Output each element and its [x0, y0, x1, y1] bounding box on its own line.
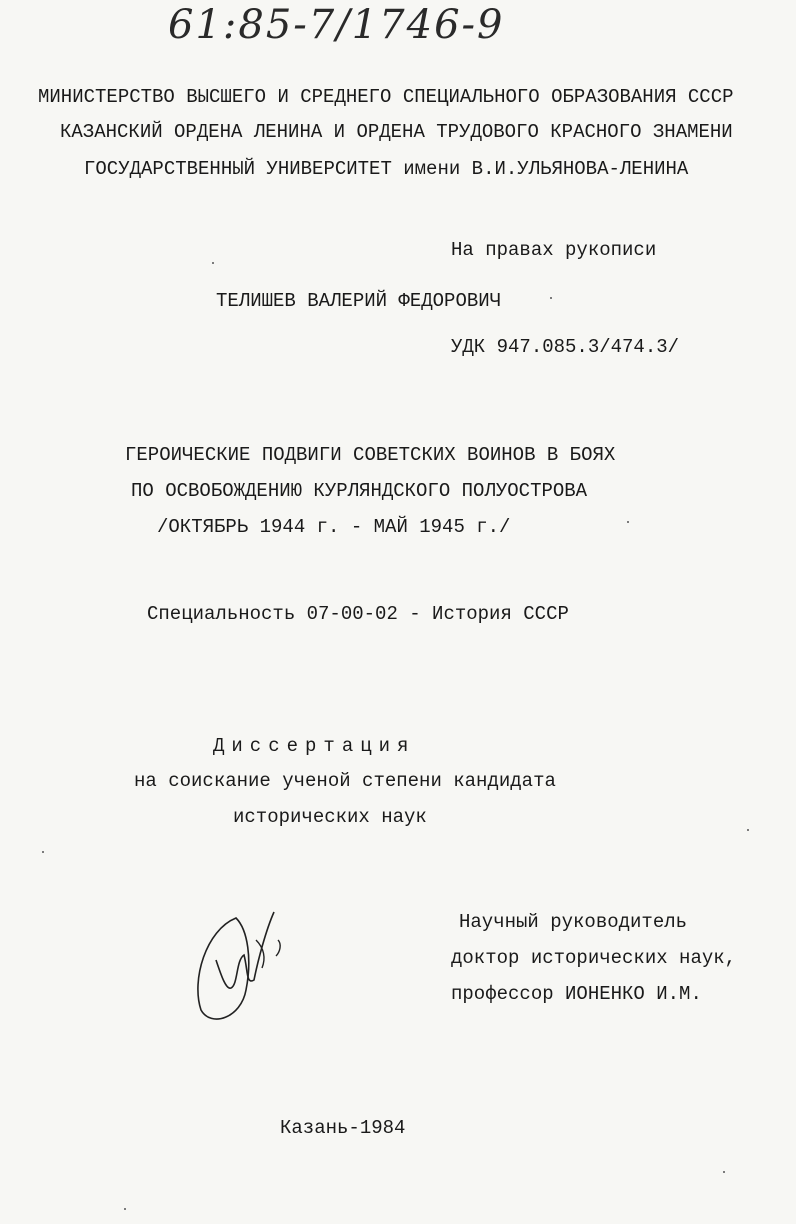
- supervisor-name: профессор ИОНЕНКО И.М.: [451, 983, 702, 1005]
- signature: [186, 900, 296, 1030]
- paper-speck: [124, 1208, 126, 1210]
- udc-code: УДК 947.085.3/474.3/: [451, 336, 680, 358]
- paper-speck: [42, 851, 44, 853]
- paper-speck: [212, 262, 214, 264]
- archive-number: 61:85-7/1746-9: [168, 2, 505, 48]
- paper-speck: [723, 1171, 725, 1173]
- title-line-1: ГЕРОИЧЕСКИЕ ПОДВИГИ СОВЕТСКИХ ВОИНОВ В БОЯХ: [125, 444, 616, 466]
- university-line-2: ГОСУДАРСТВЕННЫЙ УНИВЕРСИТЕТ имени В.И.УЛЬЯНОВА-ЛЕНИНА: [84, 158, 689, 180]
- title-line-3: /ОКТЯБРЬ 1944 г. - МАЙ 1945 г./: [157, 516, 511, 538]
- paper-speck: [550, 297, 552, 299]
- supervisor-label: Научный руководитель: [459, 911, 688, 933]
- degree-line-1: на соискание ученой степени кандидата: [134, 770, 556, 792]
- document-type: Диссертация: [213, 735, 416, 757]
- paper-speck: [747, 829, 749, 831]
- ministry-header: МИНИСТЕРСТВО ВЫСШЕГО И СРЕДНЕГО СПЕЦИАЛЬНОГО ОБРАЗОВАНИЯ СССР: [38, 86, 734, 108]
- manuscript-note: На правах рукописи: [451, 239, 657, 261]
- author-name: ТЕЛИШЕВ ВАЛЕРИЙ ФЕДОРОВИЧ: [216, 290, 502, 312]
- degree-line-2: исторических наук: [233, 806, 427, 828]
- supervisor-degree: доктор исторических наук,: [451, 947, 737, 969]
- title-line-2: ПО ОСВОБОЖДЕНИЮ КУРЛЯНДСКОГО ПОЛУОСТРОВА: [131, 480, 588, 502]
- paper-speck: [627, 521, 629, 523]
- specialty: Специальность 07-00-02 - История СССР: [147, 603, 569, 625]
- university-line-1: КАЗАНСКИЙ ОРДЕНА ЛЕНИНА И ОРДЕНА ТРУДОВОГО КРАСНОГО ЗНАМЕНИ: [60, 121, 733, 143]
- city-year: Казань-1984: [280, 1117, 406, 1139]
